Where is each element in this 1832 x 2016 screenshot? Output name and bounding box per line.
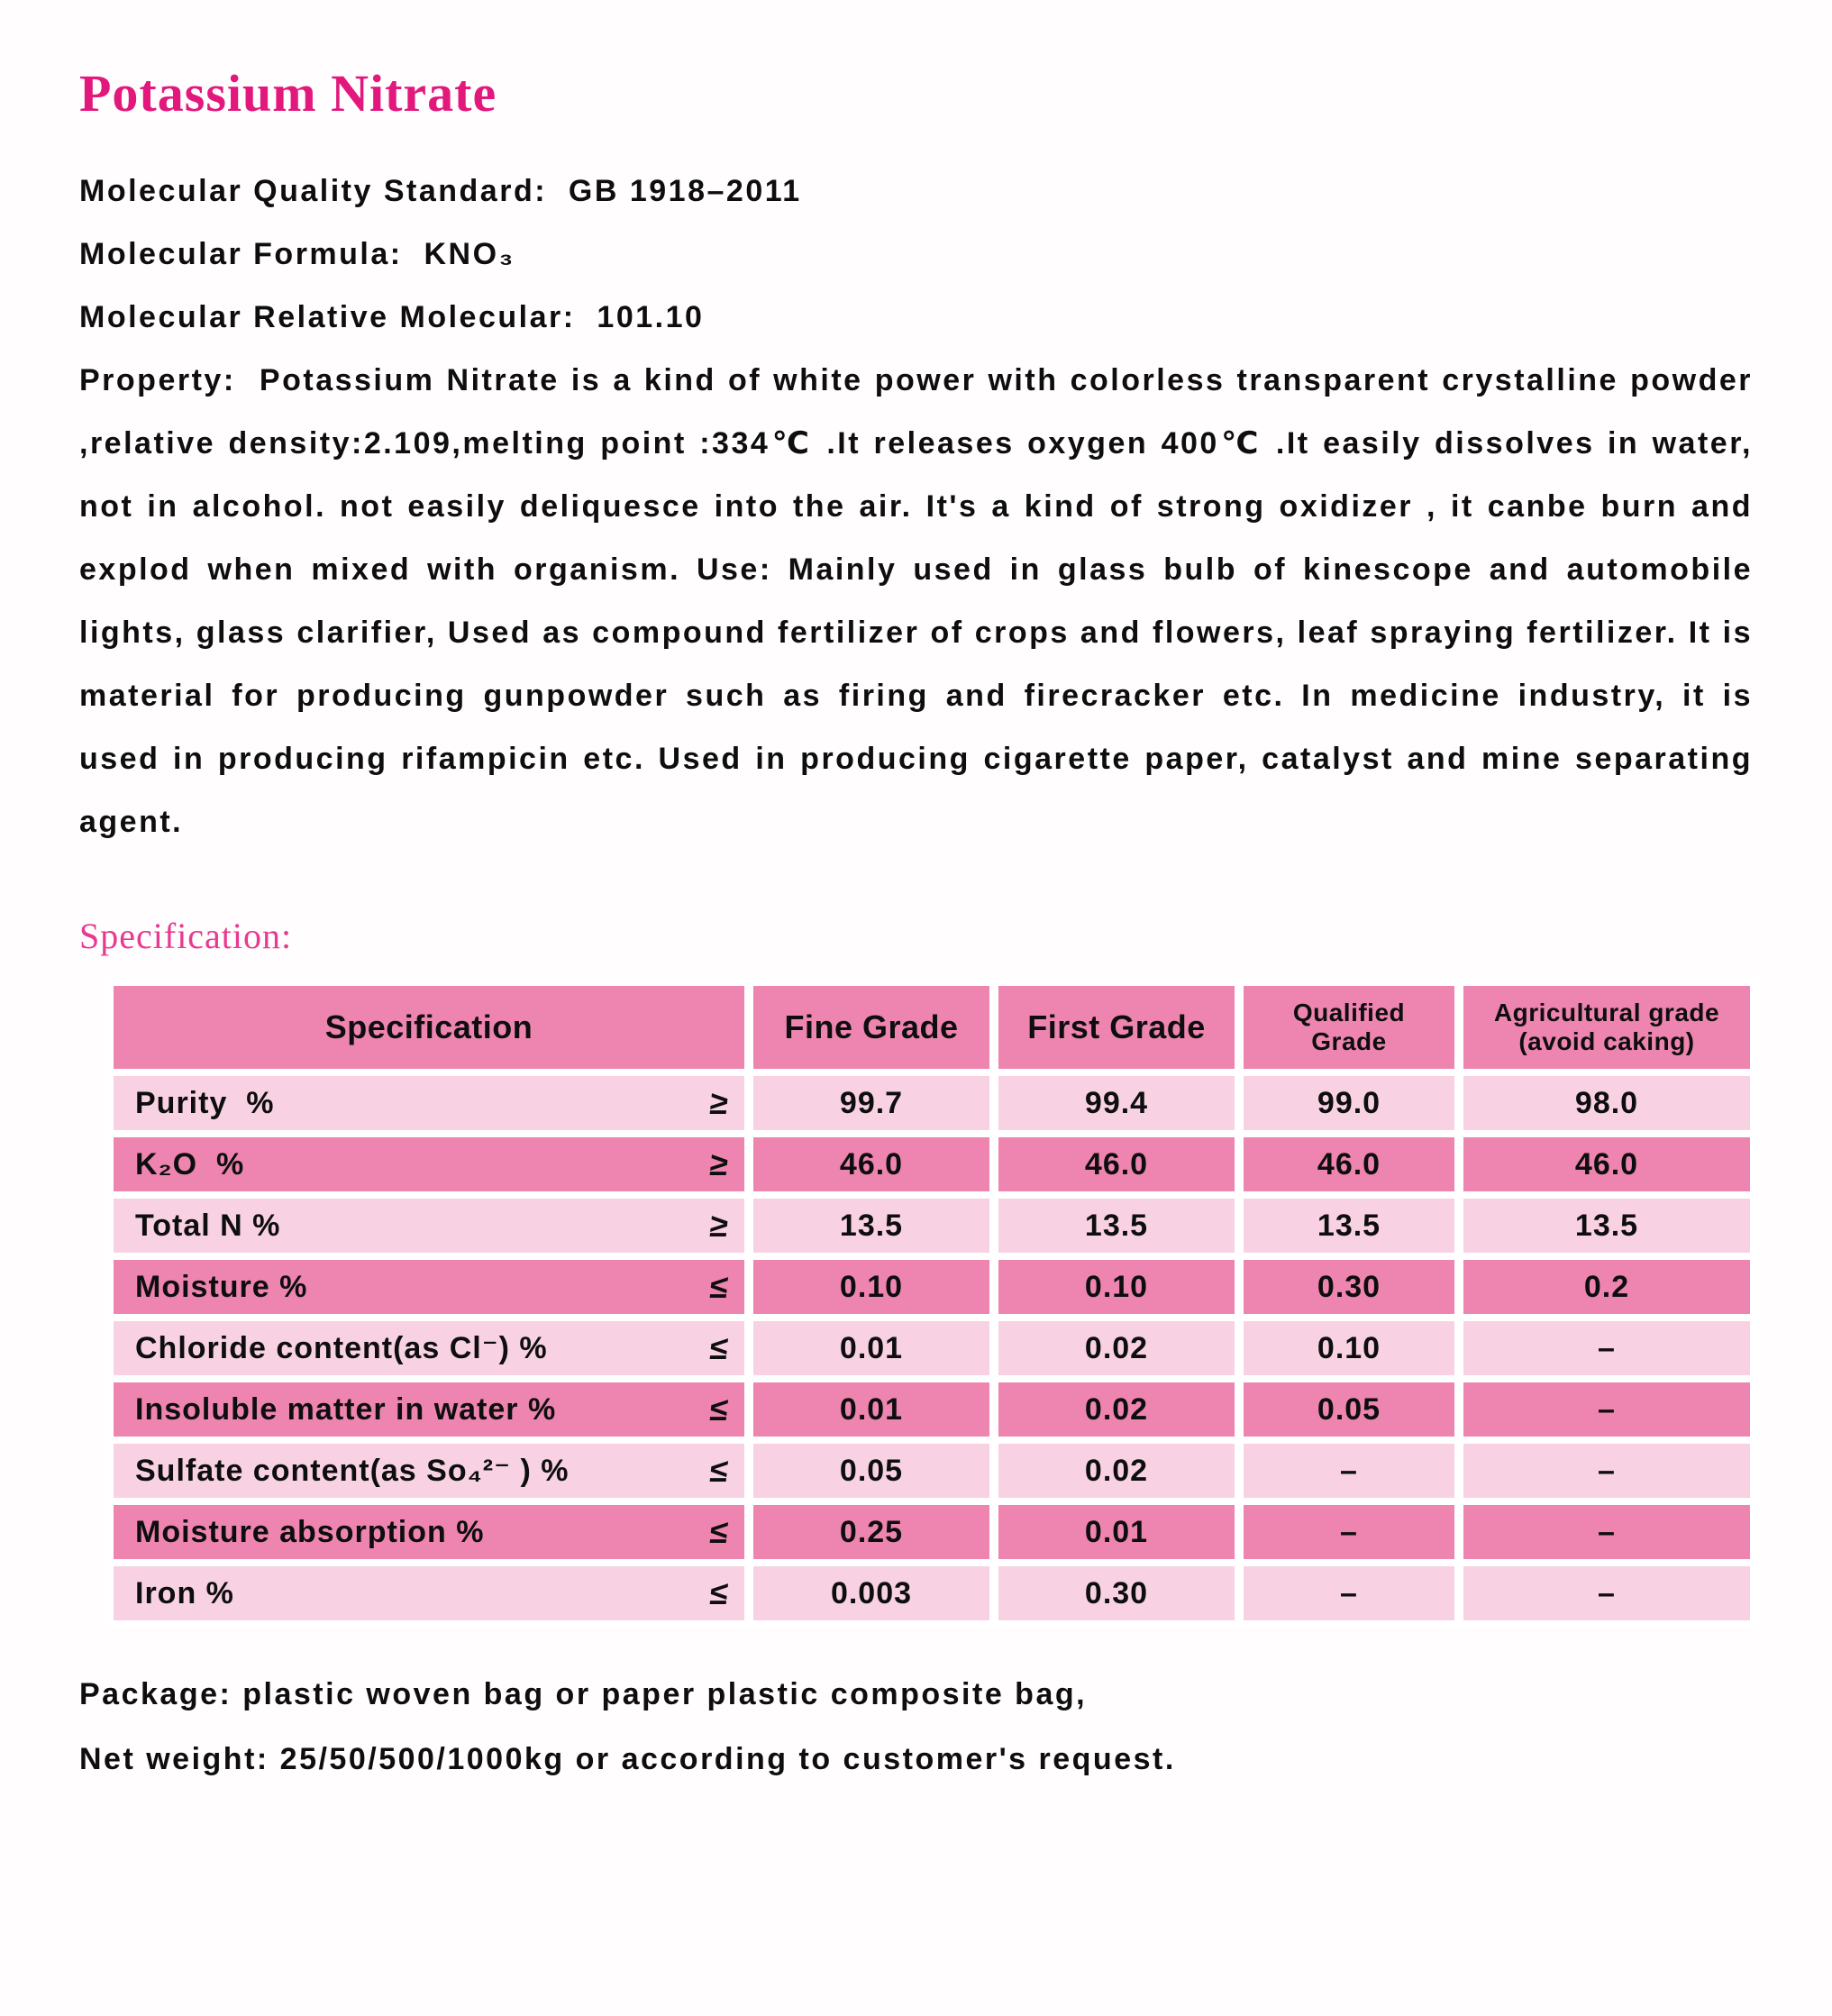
spec-cell xyxy=(114,1076,744,1130)
header-label: Qualified xyxy=(1292,998,1406,1026)
value-cell: 99.4 xyxy=(998,1076,1235,1130)
specification-table xyxy=(105,979,1759,1628)
value-cell: – xyxy=(1463,1444,1750,1498)
value-cell: 46.0 xyxy=(1463,1137,1750,1191)
header-cell-fine-grade xyxy=(753,986,989,1069)
value-cell: 0.25 xyxy=(753,1505,989,1559)
table-header-row xyxy=(114,986,1750,1069)
table-row xyxy=(114,1505,1750,1559)
spec-label: Chloride content(as Cl⁻) % xyxy=(135,1331,548,1365)
value-cell: 0.10 xyxy=(998,1260,1235,1314)
value-cell: – xyxy=(1244,1444,1454,1498)
spec-cell xyxy=(114,1566,744,1620)
spec-cell xyxy=(114,1505,744,1559)
comparison-operator: ≤ xyxy=(708,1268,731,1305)
value-cell: 0.10 xyxy=(753,1260,989,1314)
value-cell: 0.02 xyxy=(998,1444,1235,1498)
spec-cell xyxy=(114,1137,744,1191)
comparison-operator: ≤ xyxy=(708,1391,731,1428)
value-cell: 99.0 xyxy=(1244,1076,1454,1130)
value-cell: 0.10 xyxy=(1244,1321,1454,1375)
table-row xyxy=(114,1444,1750,1498)
header-label: First Grade xyxy=(1027,1008,1206,1045)
header-cell-specification xyxy=(114,986,744,1069)
package-block xyxy=(79,1662,1753,1792)
molecular-relative-line: Molecular Relative Molecular: 101.10 xyxy=(79,300,705,334)
value-cell: 0.01 xyxy=(998,1505,1235,1559)
property-paragraph: Property: Potassium Nitrate is a kind of white power with colorless transparent crystalline powder ,relative density:2.109,melting point :334℃ .It releases oxygen 400℃ .It easily dissolves in water, not in alcohol. not easily deliquesce into the air. It's a kind of strong oxidizer , it canbe burn and explod when mixed with organism. Use: Mainly used in glass bulb of kinescope and automobile lights, glass clarifier, Used as compound fertilizer of crops and flowers, leaf spraying fertilizer. It is material for producing gunpowder such as firing and firecracker etc. In medicine industry, it is used in producing rifampicin etc. Used in producing cigarette paper, catalyst and mine separating agent. xyxy=(79,363,1753,839)
value-cell: 0.003 xyxy=(753,1566,989,1620)
spec-label: Moisture absorption % xyxy=(135,1514,485,1549)
net-weight-line: Net weight: 25/50/500/1000kg or according to customer's request. xyxy=(79,1742,1176,1776)
table-row xyxy=(114,1137,1750,1191)
value-cell: – xyxy=(1463,1382,1750,1437)
value-cell: 13.5 xyxy=(1244,1199,1454,1253)
molecular-info-block xyxy=(79,160,1753,853)
spec-cell xyxy=(114,1260,744,1314)
value-cell: 0.30 xyxy=(998,1566,1235,1620)
comparison-operator: ≤ xyxy=(708,1574,731,1611)
value-cell: 13.5 xyxy=(998,1199,1235,1253)
value-cell: 0.02 xyxy=(998,1321,1235,1375)
header-cell-agricultural-grade xyxy=(1463,986,1750,1069)
spec-label: Total N % xyxy=(135,1208,281,1243)
spec-label: Sulfate content(as So₄²⁻ ) % xyxy=(135,1454,570,1488)
value-cell: – xyxy=(1244,1566,1454,1620)
table-row xyxy=(114,1382,1750,1437)
value-cell: 99.7 xyxy=(753,1076,989,1130)
value-cell: 0.05 xyxy=(1244,1382,1454,1437)
spec-cell xyxy=(114,1382,744,1437)
value-cell: 13.5 xyxy=(1463,1199,1750,1253)
header-cell-qualified xyxy=(1244,986,1454,1069)
table-row xyxy=(114,1321,1750,1375)
value-cell: – xyxy=(1463,1321,1750,1375)
header-label-line2: Grade xyxy=(1311,1027,1387,1055)
value-cell: 46.0 xyxy=(753,1137,989,1191)
value-cell: 0.2 xyxy=(1463,1260,1750,1314)
value-cell: 46.0 xyxy=(1244,1137,1454,1191)
comparison-operator: ≤ xyxy=(708,1513,731,1550)
spec-cell xyxy=(114,1444,744,1498)
header-label: Fine Grade xyxy=(784,1008,959,1045)
spec-label: Insoluble matter in water % xyxy=(135,1391,557,1427)
table-row xyxy=(114,1260,1750,1314)
molecular-quality-standard-line: Molecular Quality Standard: GB 1918–2011 xyxy=(79,174,802,208)
header-label: Specification xyxy=(324,1008,533,1045)
value-cell: 0.30 xyxy=(1244,1260,1454,1314)
table-row xyxy=(114,1199,1750,1253)
value-cell: 0.05 xyxy=(753,1444,989,1498)
comparison-operator: ≥ xyxy=(708,1145,731,1182)
value-cell: 0.02 xyxy=(998,1382,1235,1437)
header-label-line2: (avoid caking) xyxy=(1518,1027,1695,1055)
molecular-formula-line: Molecular Formula: KNO₃ xyxy=(79,237,515,271)
comparison-operator: ≥ xyxy=(708,1207,731,1244)
spec-label: Purity % xyxy=(135,1085,275,1120)
value-cell: 13.5 xyxy=(753,1199,989,1253)
value-cell: – xyxy=(1463,1505,1750,1559)
spec-cell xyxy=(114,1199,744,1253)
page-title: Potassium Nitrate xyxy=(79,64,497,123)
value-cell: – xyxy=(1463,1566,1750,1620)
value-cell: 0.01 xyxy=(753,1321,989,1375)
header-cell-first-grade xyxy=(998,986,1235,1069)
comparison-operator: ≥ xyxy=(708,1084,731,1121)
table-row xyxy=(114,1566,1750,1620)
spec-cell xyxy=(114,1321,744,1375)
table-row xyxy=(114,1076,1750,1130)
spec-label: Iron % xyxy=(135,1575,234,1610)
value-cell: 0.01 xyxy=(753,1382,989,1437)
package-line: Package: plastic woven bag or paper plastic composite bag, xyxy=(79,1677,1088,1711)
value-cell: 98.0 xyxy=(1463,1076,1750,1130)
spec-label: K₂O % xyxy=(135,1146,245,1181)
spec-label: Moisture % xyxy=(135,1269,308,1304)
specification-heading: Specification: xyxy=(79,916,293,956)
comparison-operator: ≤ xyxy=(708,1452,731,1489)
value-cell: 46.0 xyxy=(998,1137,1235,1191)
header-label: Agricultural grade xyxy=(1493,998,1720,1026)
comparison-operator: ≤ xyxy=(708,1329,731,1366)
value-cell: – xyxy=(1244,1505,1454,1559)
